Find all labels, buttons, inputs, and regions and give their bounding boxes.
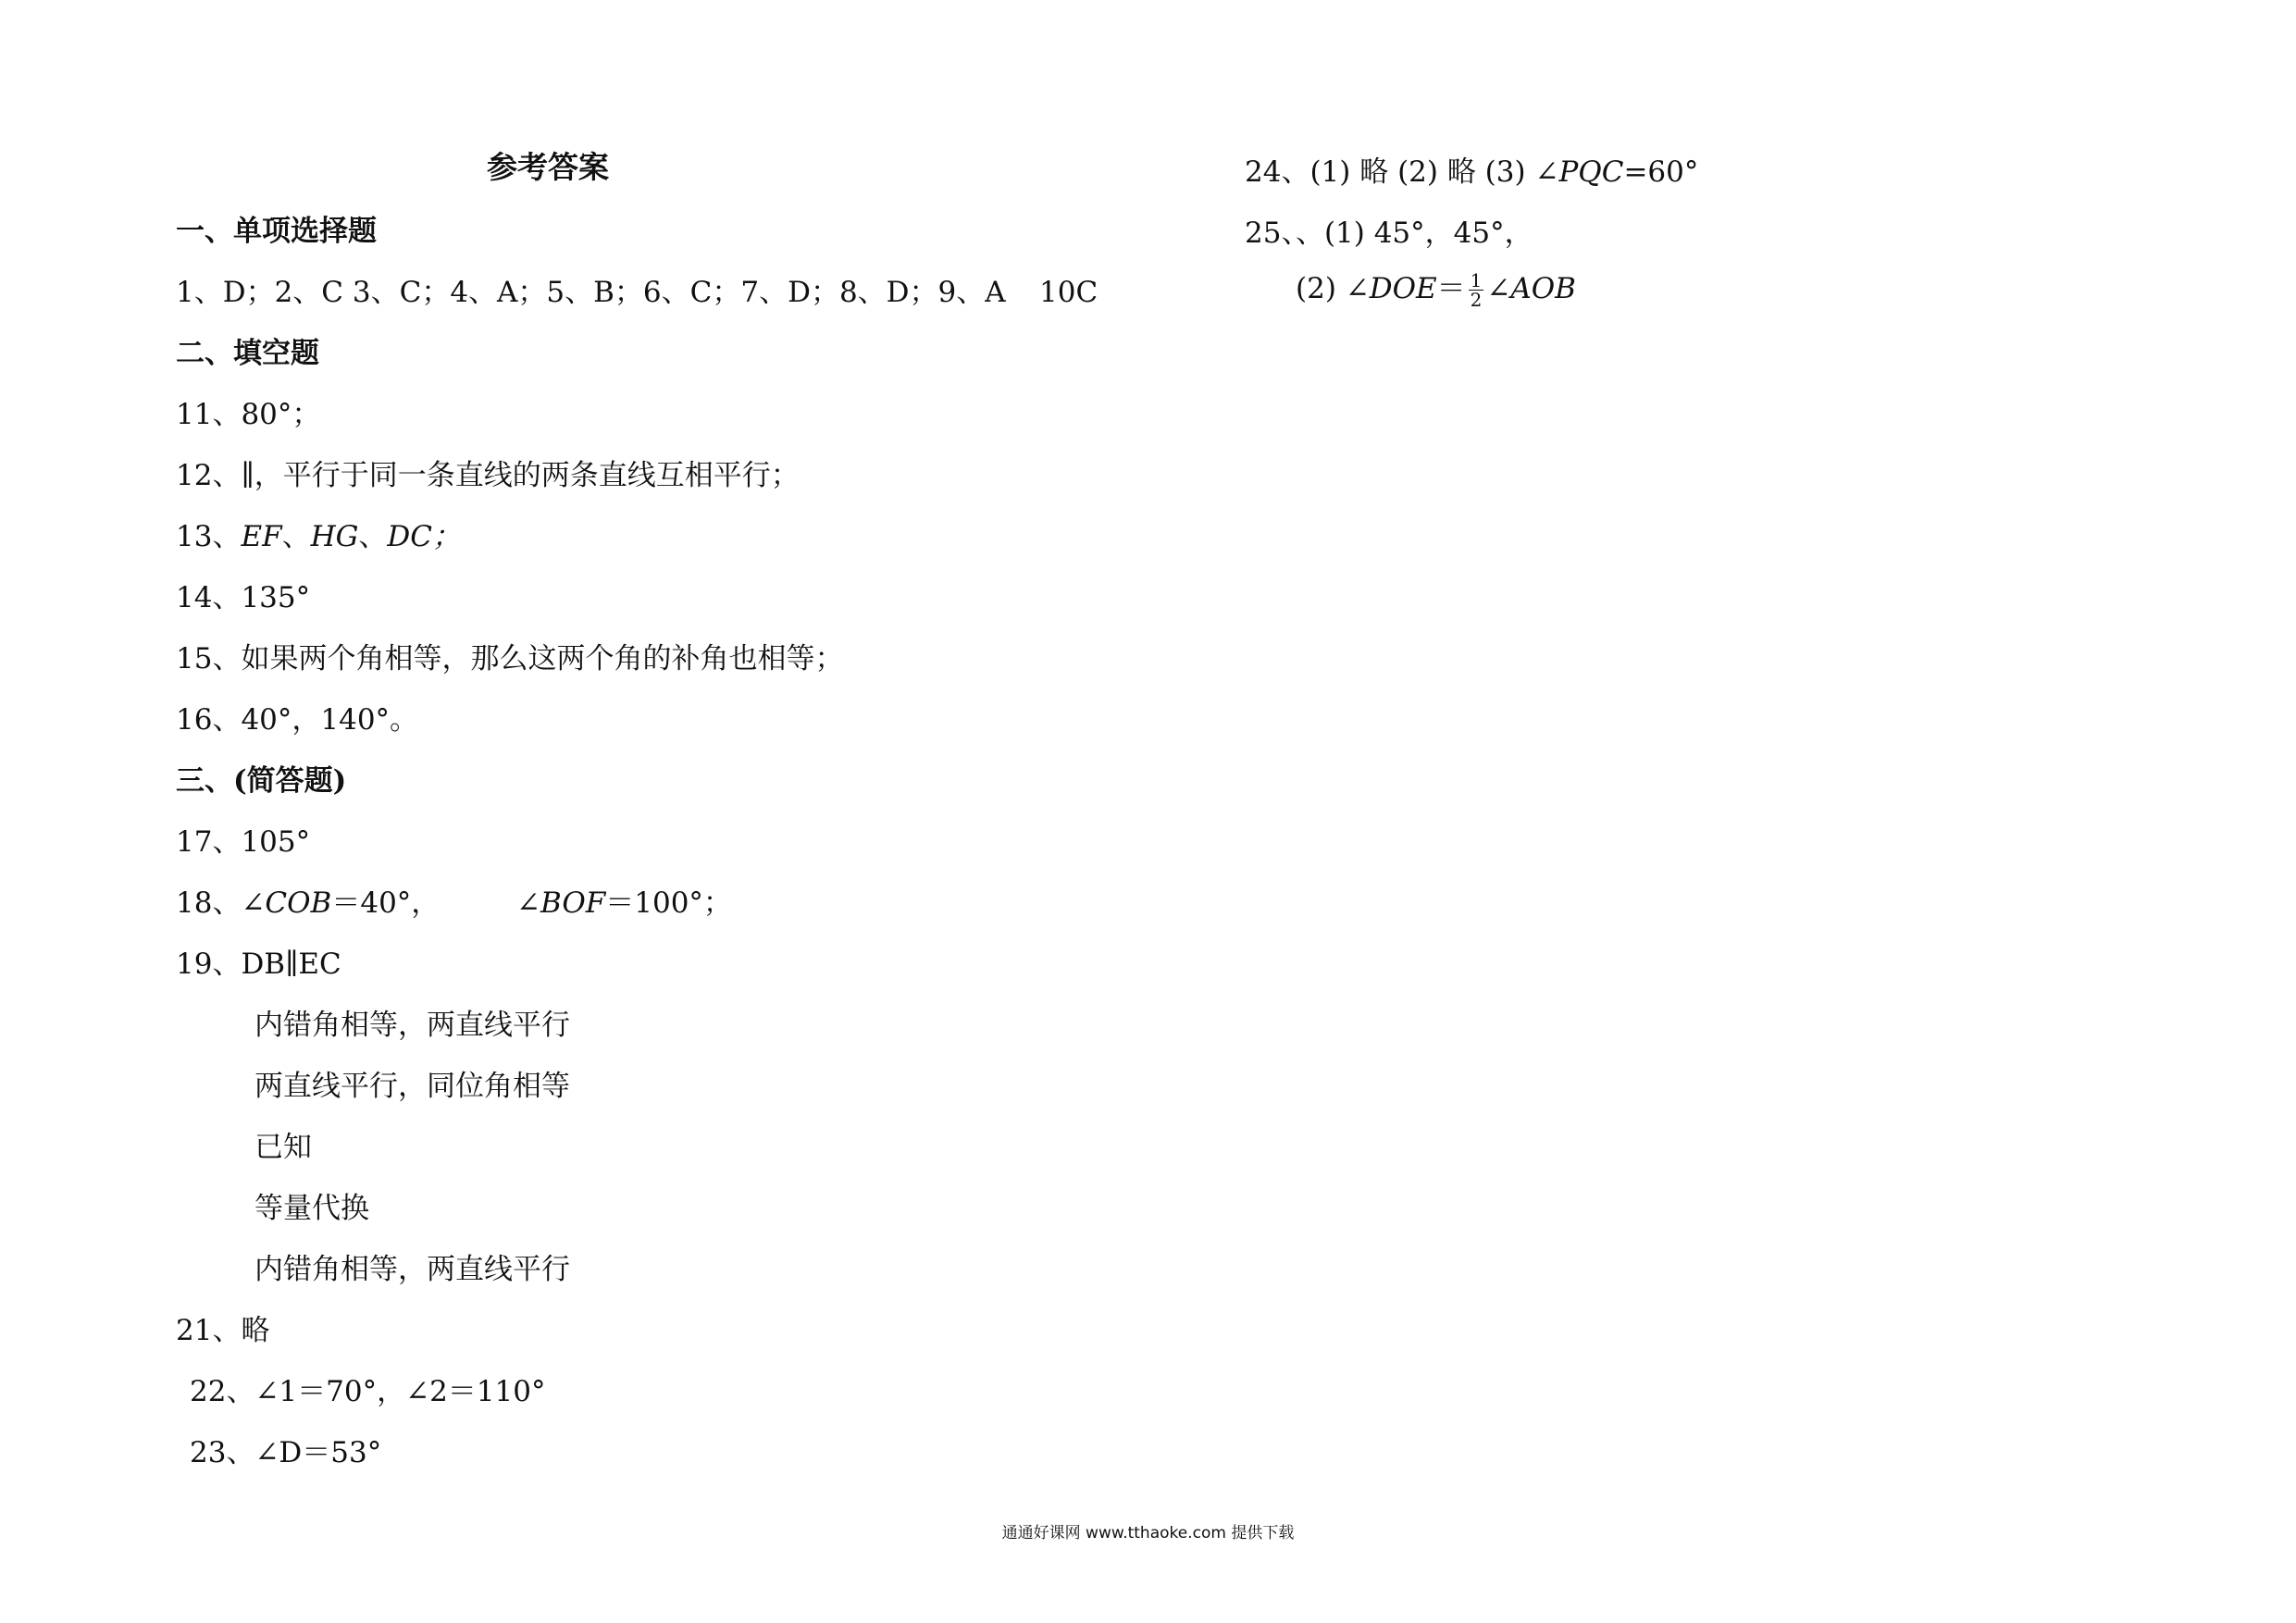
- answer-16: 16、40°，140°。: [176, 703, 419, 737]
- answer-21: 21、略: [176, 1314, 270, 1347]
- angle-doe: DOE: [1369, 272, 1437, 305]
- angle-cob: COB: [265, 886, 332, 920]
- answer-11: 11、80°；: [176, 398, 321, 431]
- answer-18-bof: [516, 885, 732, 922]
- angle-symbol: ∠: [516, 886, 540, 920]
- answer-19-head: 19、DB∥EC: [176, 948, 341, 981]
- fraction-numerator: 1: [1470, 269, 1483, 291]
- answer-22: 22、∠1＝70°，∠2＝110°: [190, 1375, 546, 1408]
- section-3-heading: 三、(简答题): [176, 764, 347, 798]
- answer-13-ef: EF: [241, 520, 282, 553]
- answer-17: 17、105°: [176, 825, 311, 859]
- section-2-heading: 二、填空题: [176, 337, 319, 370]
- angle-aob: AOB: [1510, 272, 1576, 305]
- answer-13: [176, 518, 461, 555]
- answer-13-sep-2: 、: [358, 520, 388, 553]
- answer-25-line-1: 25、、(1) 45°，45°，: [1245, 217, 1533, 250]
- answer-24: [1245, 154, 1698, 191]
- angle-pqc: PQC: [1558, 155, 1624, 189]
- fraction-one-half: [1469, 271, 1484, 309]
- answer-13-number: 13、: [176, 520, 242, 553]
- answer-12: 12、∥，平行于同一条直线的两条直线互相平行；: [176, 459, 800, 492]
- answer-19-step-2: 两直线平行，同位角相等: [254, 1070, 570, 1103]
- page-footer: 通通好课网 www.tthaoke.com 提供下载: [1001, 1524, 1295, 1542]
- answer-10: 10C: [1039, 276, 1098, 309]
- answer-18-cob: [176, 885, 440, 922]
- angle-symbol-2: ∠: [1486, 272, 1511, 305]
- fraction-denominator: 2: [1470, 289, 1483, 311]
- answer-14: 14、135°: [176, 581, 311, 614]
- answer-19-step-4: 等量代换: [254, 1192, 369, 1225]
- answer-18-number: 18、∠: [176, 886, 266, 920]
- equals-sign: ＝: [1436, 272, 1466, 305]
- answer-19-step-5: 内错角相等，两直线平行: [254, 1253, 570, 1286]
- answer-13-dc: DC；: [387, 520, 461, 553]
- answer-13-hg: HG: [310, 520, 359, 553]
- answer-23: 23、∠D＝53°: [190, 1436, 382, 1469]
- answer-1-9: 1、D；2、C 3、C；4、A；5、B；6、C；7、D；8、D；9、A: [176, 276, 1006, 309]
- answer-19-step-3: 已知: [254, 1131, 312, 1164]
- answer-25-line-2: [1296, 270, 1576, 309]
- angle-bof-value: ＝100°；: [605, 886, 732, 920]
- answer-19-step-1: 内错角相等，两直线平行: [254, 1009, 570, 1042]
- answer-25-prefix: (2) ∠: [1296, 272, 1370, 305]
- answer-24-value: =60°: [1623, 155, 1699, 189]
- answer-24-prefix: 24、(1) 略 (2) 略 (3) ∠: [1245, 155, 1559, 189]
- answer-13-sep-1: 、: [281, 520, 311, 553]
- page-title: 参考答案: [487, 149, 609, 185]
- section-1-heading: 一、单项选择题: [176, 215, 377, 248]
- answer-15: 15、如果两个角相等，那么这两个角的补角也相等；: [176, 642, 844, 675]
- angle-bof: BOF: [540, 886, 606, 920]
- angle-cob-value: ＝40°，: [331, 886, 441, 920]
